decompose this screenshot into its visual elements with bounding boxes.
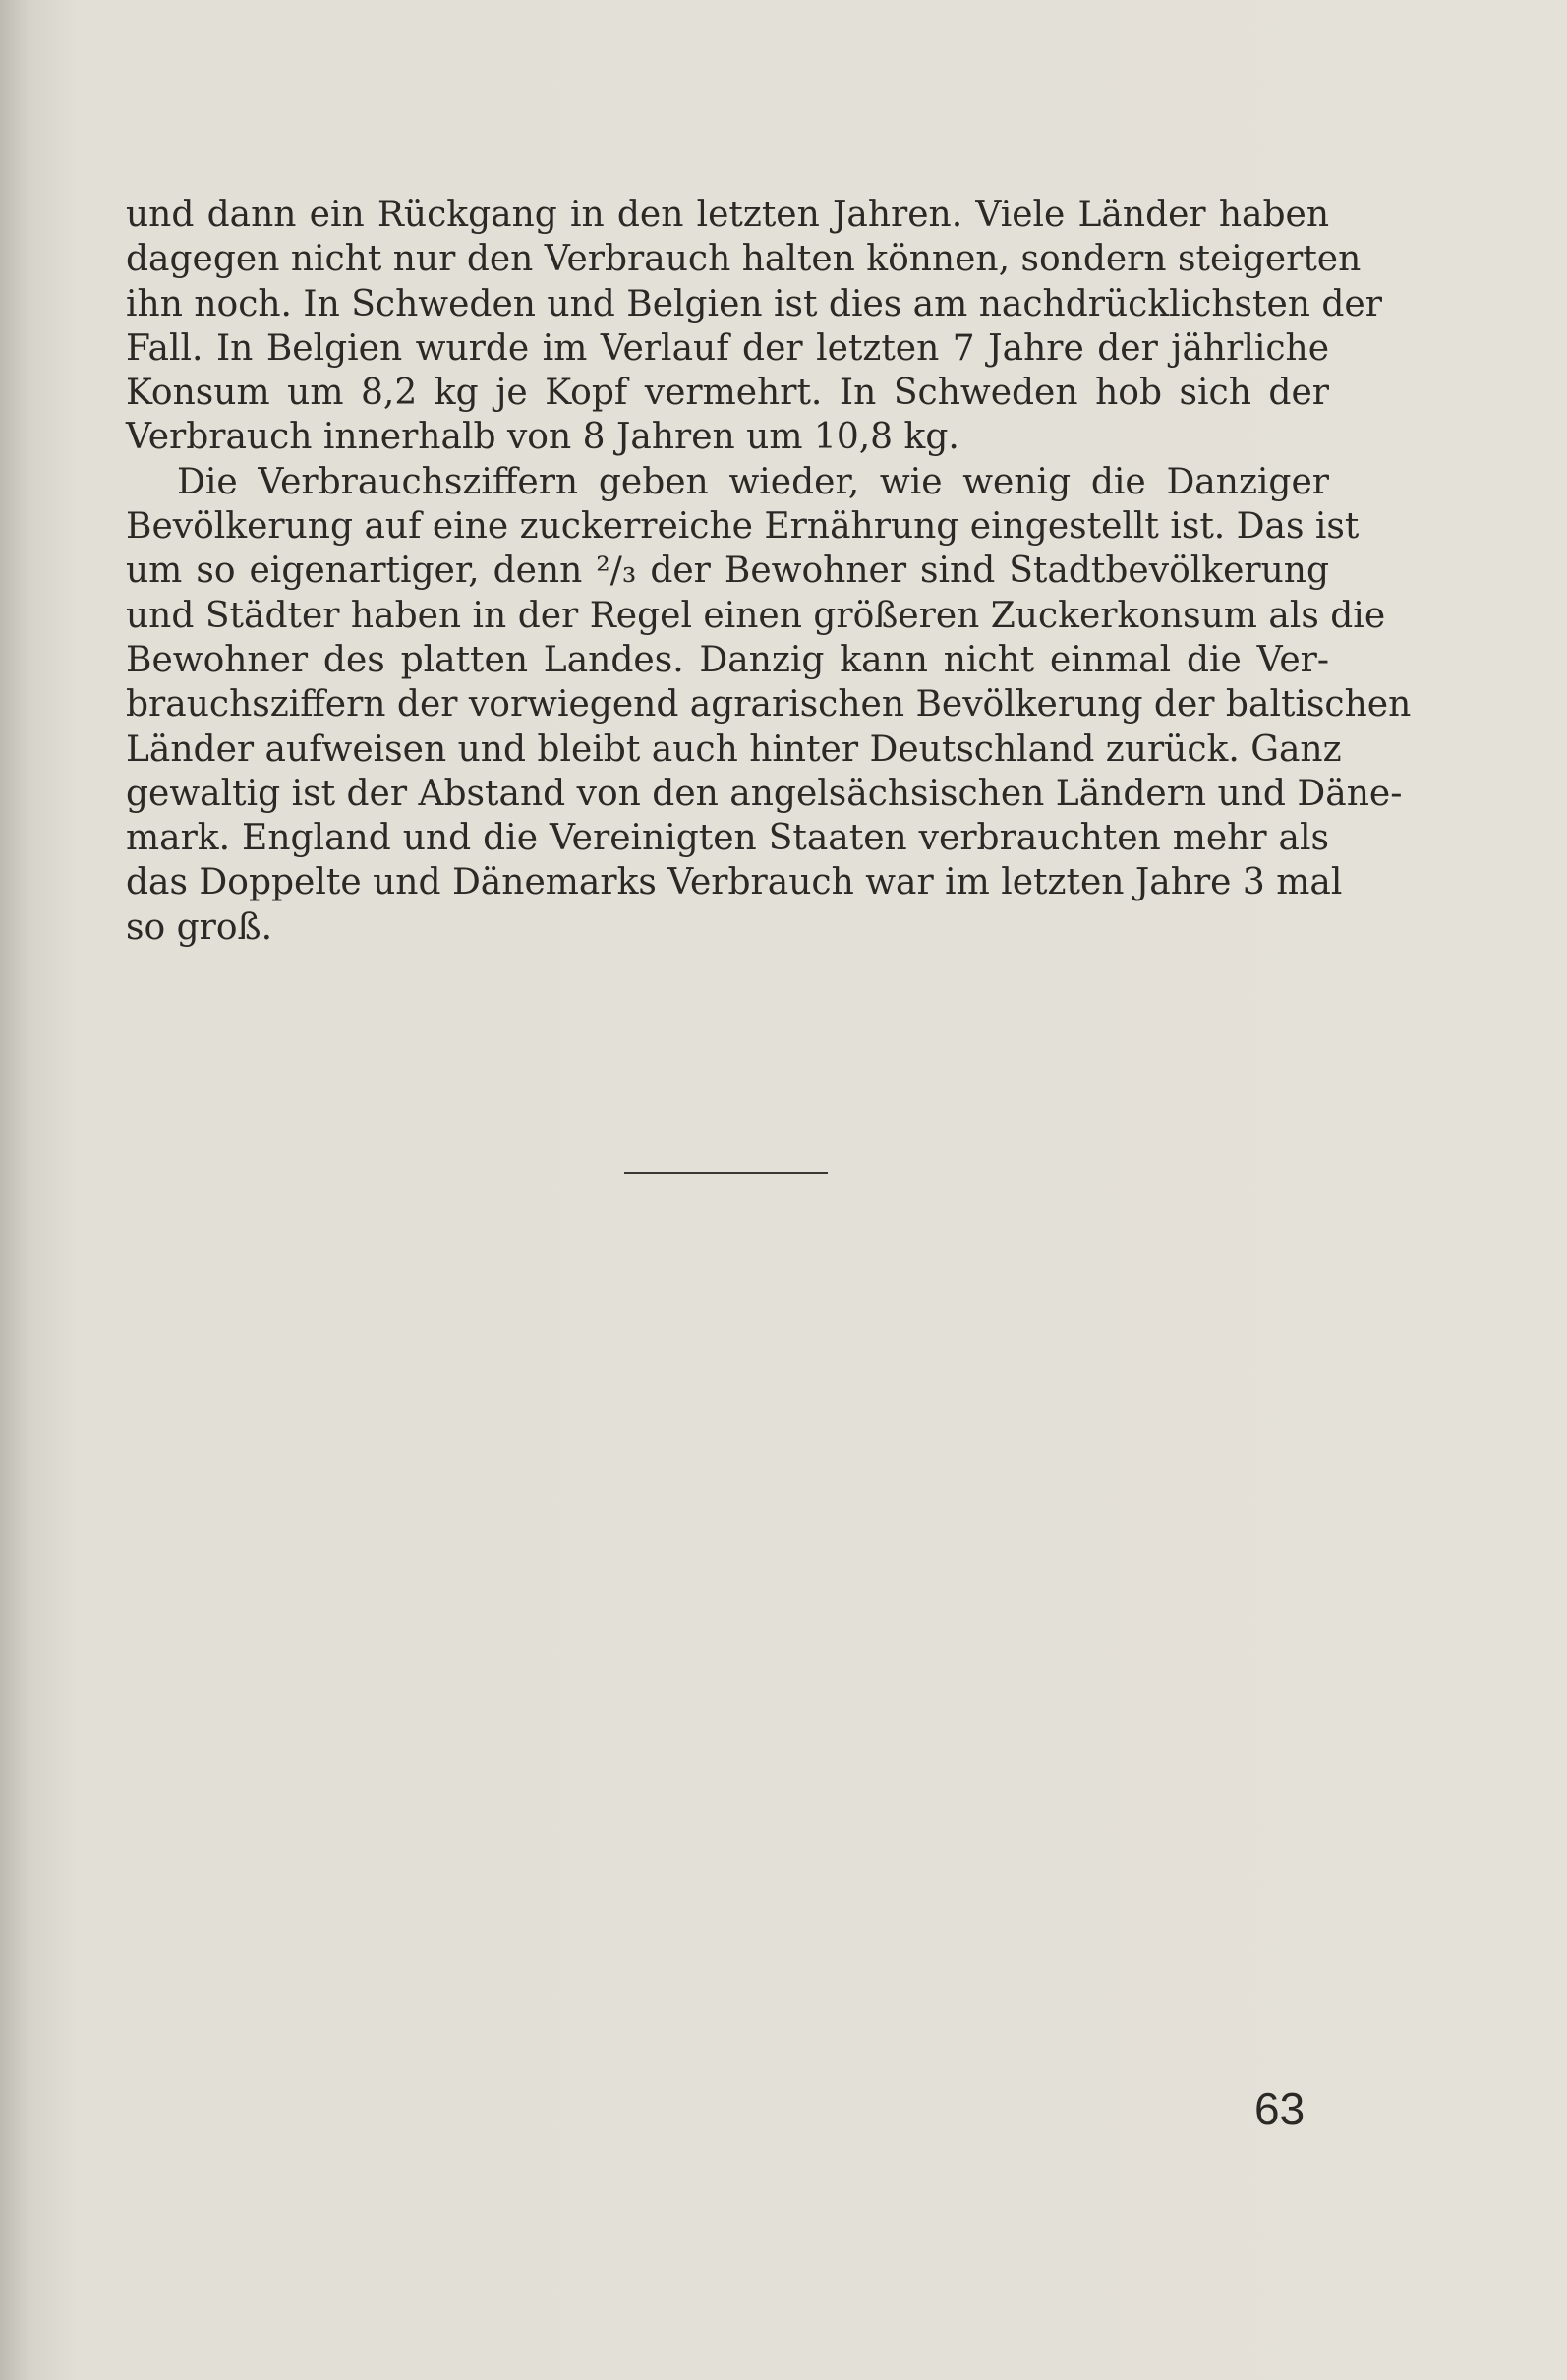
text-line: und dann ein Rückgang in den letzten Jahren. Viele Länder haben [126,195,1329,235]
text-line: ihn noch. In Schweden und Belgien ist dies am nachdrücklichsten der [126,283,1382,324]
text-line: brauchsziffern der vorwiegend agrarischen Bevölkerung der baltischen [126,684,1412,726]
text-line: Die Verbrauchsziffern geben wieder, wie wenig die Danziger [177,461,1329,502]
text-line: Verbrauch innerhalb von 8 Jahren um 10,8 kg. [126,417,959,458]
text-line: Länder aufweisen und bleibt auch hinter Deutschland zurück. Ganz [126,728,1342,770]
text-line: Bewohner des platten Landes. Danzig kann nicht einmal die Ver- [126,639,1329,680]
text-line: dagegen nicht nur den Verbrauch halten können, sondern steigerten [126,239,1362,280]
text-line: mark. England und die Vereinigten Staaten verbrauchten mehr als [126,818,1329,859]
text-line: und Städter haben in der Regel einen größeren Zuckerkonsum als die [126,595,1386,636]
text-line: gewaltig ist der Abstand von den angelsächsischen Ländern und Däne- [126,773,1403,814]
body-text [126,193,1412,950]
text-line: Bevölkerung auf eine zuckerreiche Ernährung eingestellt ist. Das ist [126,506,1360,548]
text-line: so groß. [126,906,273,948]
paragraph-2 [126,460,1412,950]
page-number: 63 [1254,2083,1306,2134]
text-line: um so eigenartiger, denn ²/₃ der Bewohner sind Stadtbevölkerung [126,551,1329,592]
text-line: das Doppelte und Dänemarks Verbrauch war im letzten Jahre 3 mal [126,862,1343,903]
text-line: Konsum um 8,2 kg je Kopf vermehrt. In Schweden hob sich der [126,373,1329,414]
text-line: Fall. In Belgien wurde im Verlauf der letzten 7 Jahre der jährliche [126,327,1329,369]
paragraph-1 [126,193,1382,460]
section-divider [624,1172,828,1174]
